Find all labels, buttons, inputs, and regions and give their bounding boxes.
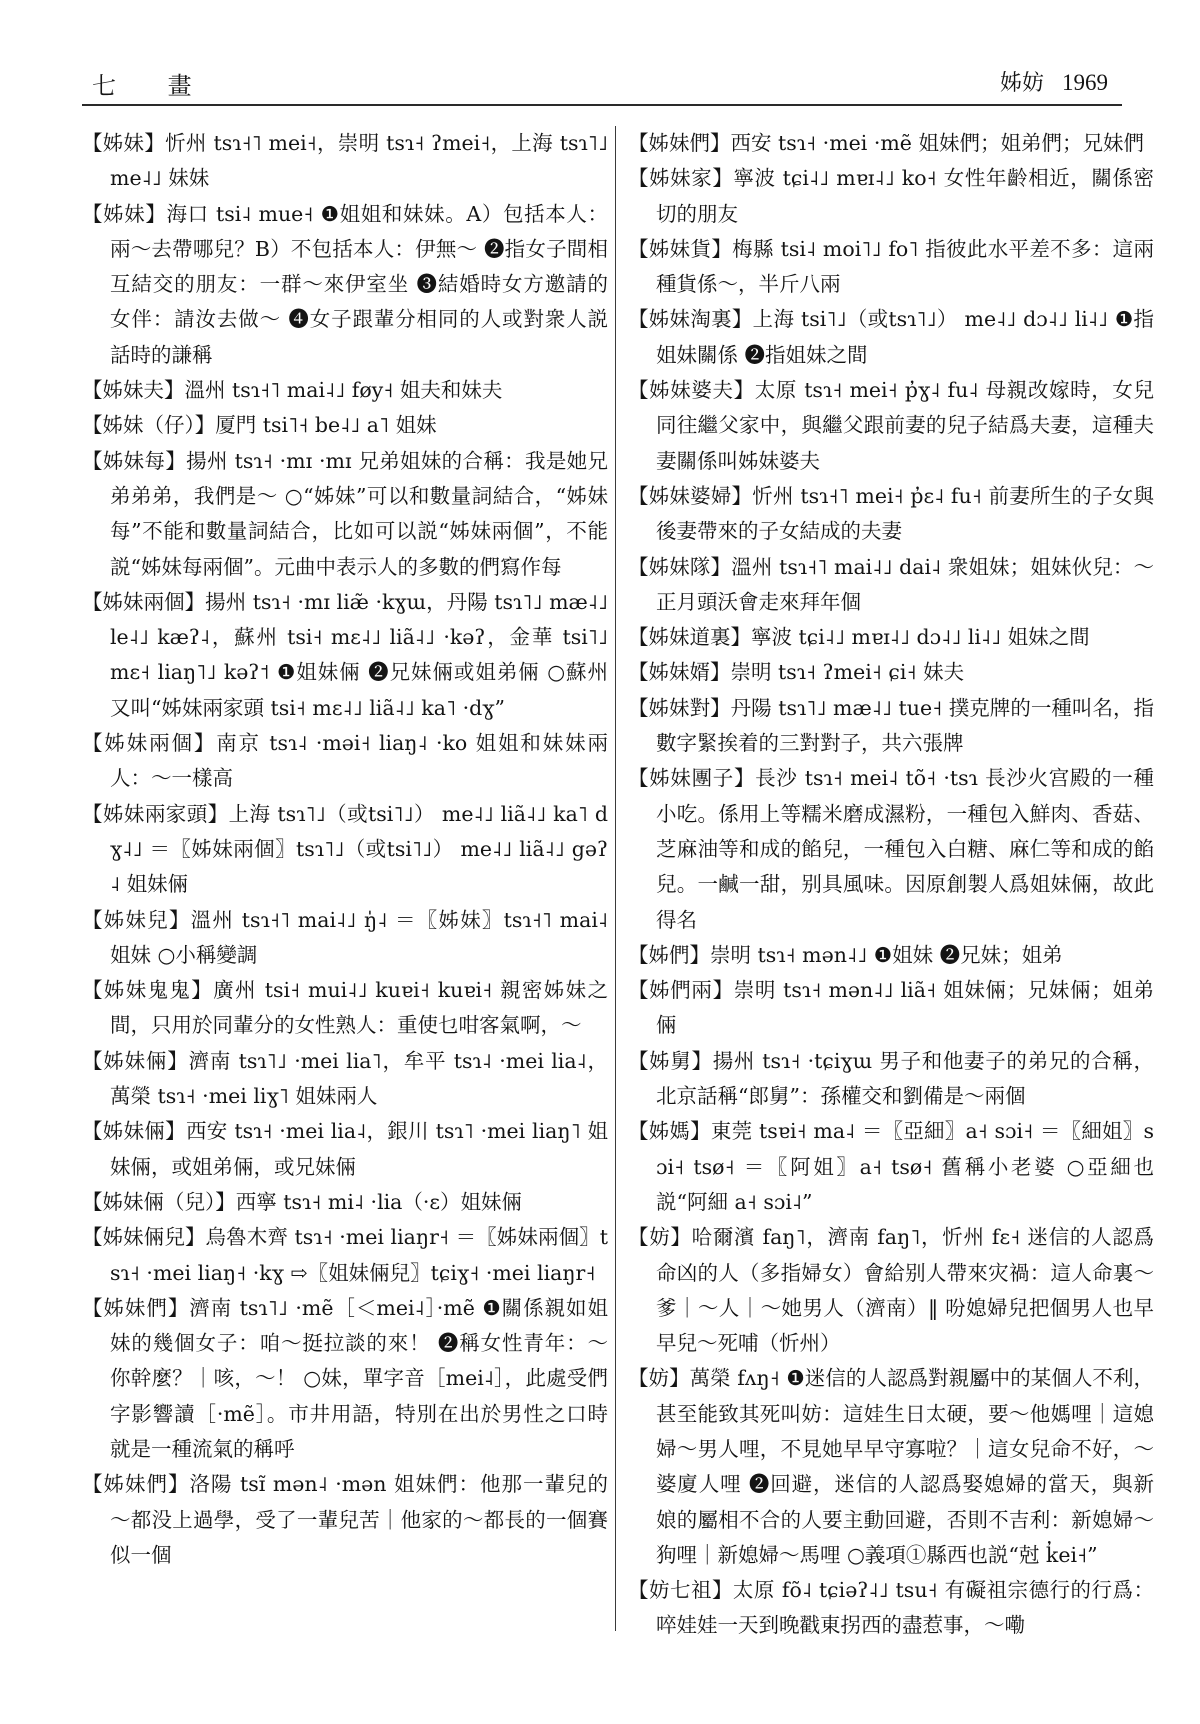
dictionary-entry: 【姊妹倆】濟南 tsɿ˥˩ ·mei lia˥，牟平 tsɿ˨ ·mei lia˨，萬榮 tsɿ˧ ·mei liɣ˥ 姐妹兩人	[82, 1048, 608, 1109]
running-head	[1000, 66, 1108, 97]
dictionary-entry: 【姊妹家】寧波 tɕi˨˩ mɐɪ˨˩ ko˧ 女性年齡相近，關係密切的朋友	[628, 166, 1154, 226]
page-header	[82, 58, 1122, 106]
dictionary-entry: 【姊們兩】崇明 tsɿ˧ mən˨˩ liã˧ 姐妹倆；兄妹倆；姐弟倆	[628, 978, 1154, 1038]
dictionary-entry: 【姊妹道裏】寧波 tɕi˨˩ mɐɪ˨˩ dɔ˨˩ li˨˩ 姐妹之間	[628, 625, 1090, 650]
dictionary-entry: 【姊媽】東莞 tsɐi˧ ma˨ ＝〖亞細〗a˧ sɔi˧ ＝〖細姐〗sɔi˧ tsø˧ ＝〖阿姐〗a˧ tsø˧ 舊稱小老婆 ○亞細也説“阿細 a˧ sɔi˨”	[628, 1119, 1154, 1214]
dictionary-entry: 【姊妹團子】長沙 tsɿ˧ mei˨ tõ˧ ·tsɿ 長沙火宫殿的一種小吃。係用上等糯米磨成濕粉，一種包入鮮肉、香菇、芝麻油等和成的餡兒，一種包入白糖、麻仁等和成的餡兒。一鹹一甜，别具風味。因原創製人爲姐妹倆，故此得名	[628, 766, 1154, 932]
dictionary-entry: 【姊妹們】西安 tsɿ˧ ·mei ·mẽ 姐妹們；姐弟們；兄妹們	[628, 131, 1144, 155]
dictionary-entry: 【姊妹婿】崇明 tsɿ˧ ʔmei˧ ɕi˧ 妹夫	[628, 660, 965, 685]
dictionary-entry: 【姊妹兒】溫州 tsɿ˧˥ mai˨˩ ŋ̍˨ ＝〖姊妹〗tsɿ˧˥ mai˨ 姐妹 ○小稱變調	[82, 907, 608, 967]
dictionary-entry: 【姊妹每】揚州 tsɿ˧ ·mɪ ·mɪ 兄弟姐妹的合稱：我是她兄弟弟弟，我們是～ ○“姊妹”可以和數量詞結合，“姊妹每”不能和數量詞結合，比如可以説“姊妹兩個”，不能説“姊妹每兩個”。元曲中表示人的多數的們寫作每	[82, 448, 608, 579]
dictionary-entry: 【姊妹婆夫】太原 tsɿ˧ mei˧ p̓ɣ˨ fu˨ 母親改嫁時，女兒同往繼父家中，與繼父跟前妻的兒子結爲夫妻，這種夫妻關係叫姊妹婆夫	[628, 378, 1154, 473]
dictionary-entry: 【姊妹淘裏】上海 tsi˥˩（或tsɿ˥˩） me˨˩ dɔ˨˩ li˨˩ ❶指姐妹關係 ❷指姐妹之間	[628, 307, 1154, 367]
dictionary-entry: 【姊妹夫】溫州 tsɿ˧˥ mai˨˩ føy˧ 姐夫和妹夫	[82, 378, 503, 403]
dictionary-entry: 【姊妹倆】西安 tsɿ˧ ·mei lia˨，銀川 tsɿ˥ ·mei liaŋ˥ 姐妹倆，或姐弟倆，或兄妹倆	[82, 1119, 608, 1179]
dictionary-entry: 【姊們】崇明 tsɿ˧ mən˨˩ ❶姐妹 ❷兄妹；姐弟	[628, 942, 1063, 967]
dictionary-entry: 【姊妹們】洛陽 tsɪ̃ mən˨ ·mən 姐妹們：他那一輩兒的～都没上過學，受了一輩兒苦｜他家的～都長的一個賽似一個	[82, 1472, 608, 1567]
dictionary-entry: 【姊妹（仔）】厦門 tsi˥˧ be˨˩ a˥ 姐妹	[82, 413, 437, 438]
dictionary-entry: 【姊妹】海口 tsi˨ mue˧ ❶姐姐和妹妹。A）包括本人：兩～去帶哪兒？B）不包括本人：伊無～ ❷指女子間相互結交的朋友：一群～來伊室坐 ❸結婚時女方邀請的女伴：請汝去做～ ❹女子跟輩分相同的人或對衆人説話時的謙稱	[82, 201, 608, 367]
dictionary-entry: 【姊妹兩家頭】上海 tsɿ˥˩（或tsi˥˩） me˨˩ liã˨˩ ka˥ dɣ˨˩ ＝〖姊妹兩個〗tsɿ˥˩（或tsi˥˩） me˨˩ liã˨˩ gəʔ˨ 姐妹倆	[82, 801, 608, 897]
dictionary-entry: 【姊妹們】濟南 tsɿ˥˩ ·mẽ［＜mei˨］·mẽ ❶關係親如姐妹的幾個女子：咱～挺拉談的來！ ❷稱女性青年：～你幹麼？｜咳，～！ ○妹，單字音［mei˨］，此處受們字影響讀［·mẽ］。市井用語，特別在出於男性之口時就是一種流氣的稱呼	[82, 1295, 608, 1461]
right-column	[628, 126, 1154, 1644]
dictionary-entry: 【妨】萬榮 fʌŋ˧ ❶迷信的人認爲對親屬中的某個人不利，甚至能致其死叫妨：這娃生日太硬，要～他媽哩｜這媳婦～男人哩，不見她早早守寡啦？｜這女兒命不好，～婆廈人哩 ❷回避，迷信的人認爲娶媳婦的當天，與新娘的屬相不合的人要主動回避，否則不吉利：新媳婦～狗哩｜新媳婦～馬哩 ○義項①縣西也説“尅 k̓ei˧”	[628, 1366, 1154, 1567]
dictionary-entry: 【姊妹對】丹陽 tsɿ˥˩ mæ˨˩ tue˧ 撲克牌的一種叫名，指數字緊挨着的三對對子，共六張牌	[628, 695, 1154, 756]
dictionary-entry: 【姊妹兩個】揚州 tsɿ˧ ·mɪ liæ̃ ·kɣɯ，丹陽 tsɿ˥˩ mæ˨˩ le˨˩ kæʔ˨，蘇州 tsi˧ mɛ˨˩ liã˨˩ ·kəʔ，金華 tsi˥˩ mɛ˧ liaŋ˥˩ kəʔ˦ ❶姐妹倆 ❷兄妹倆或姐弟倆 ○蘇州又叫“姊妹兩家頭 tsi˧ mɛ˨˩ liã˨˩ ka˥ ·dɣ”	[82, 589, 608, 720]
dictionary-entry: 【妨七祖】太原 fõ˨ tɕiəʔ˨˩ tsu˧ 有礙祖宗德行的行爲：啐娃娃一天到晚戳東拐西的盡惹事，～嘞	[628, 1578, 1154, 1638]
dictionary-entry: 【姊妹倆兒】烏魯木齊 tsɿ˧ ·mei liaŋr˧ ＝〖姊妹兩個〗tsɿ˧ ·mei liaŋ˧ ·kɣ ⇨〖姐妹倆兒〗tɕiɣ˧ ·mei liaŋr˧	[82, 1225, 608, 1285]
section-label: 七 畫	[92, 72, 214, 100]
dictionary-entry: 【姊妹婆婦】忻州 tsɿ˧˥ mei˧ p̓ɛ˨ fu˧ 前妻所生的子女與後妻帶來的子女結成的夫妻	[628, 483, 1154, 544]
dictionary-entry: 【姊妹倆（兒）】西寧 tsɿ˧ mi˨ ·lia（·ɛ）姐妹倆	[82, 1189, 523, 1214]
dictionary-entry: 【姊妹】忻州 tsɿ˧˥ mei˧，崇明 tsɿ˧ ʔmei˧，上海 tsɿ˥˩ me˨˩ 妹妹	[82, 131, 608, 191]
left-column	[82, 126, 608, 1573]
dictionary-entry: 【姊妹鬼鬼】廣州 tsi˧ mui˨˩ kuɐi˧ kuɐi˧ 親密姊妹之間，只用於同輩分的女性熟人：重使乜咁客氣啊，～	[82, 978, 608, 1038]
dictionary-entry: 【姊妹貨】梅縣 tsi˨ moi˥˩ fo˥ 指彼此水平差不多：這兩種貨係～，半斤八兩	[628, 236, 1154, 297]
running-title: 姊妨	[999, 71, 1044, 96]
column-divider	[615, 126, 616, 1631]
dictionary-entry: 【姊舅】揚州 tsɿ˧ ·tɕiɣɯ 男子和他妻子的弟兄的合稱，北京話稱“郎舅”：孫權交和劉備是～兩個	[628, 1048, 1154, 1109]
page-number: 1969	[1062, 70, 1108, 95]
dictionary-entry: 【姊妹隊】溫州 tsɿ˧˥ mai˨˩ dai˨ 衆姐妹；姐妹伙兒：～正月頭沃會走來拜年個	[628, 554, 1154, 614]
dictionary-entry: 【妨】哈爾濱 faŋ˥，濟南 faŋ˥，忻州 fɛ˧ 迷信的人認爲命凶的人（多指婦女）會給别人帶來灾禍：這人命裏～爹｜～人｜～她男人（濟南）‖ 吩媳婦兒把個男人也早早兒～死哺（忻州）	[628, 1225, 1154, 1356]
dictionary-entry: 【姊妹兩個】南京 tsɿ˨ ·məi˧ liaŋ˨ ·ko 姐姐和妹妹兩人：～一樣高	[82, 731, 608, 791]
